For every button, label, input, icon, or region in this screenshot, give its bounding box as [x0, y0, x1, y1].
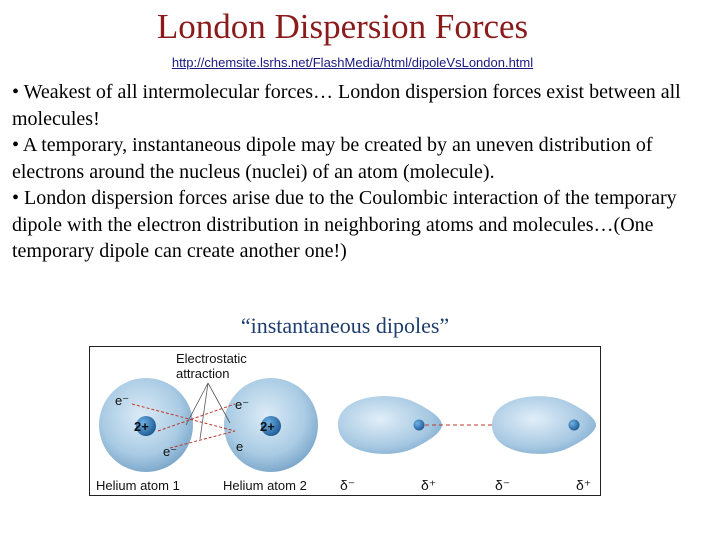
- attraction-label-line2: attraction: [176, 366, 230, 381]
- helium-atom-2-electron-bottom: e: [236, 439, 244, 454]
- dipole-diagram: [90, 347, 602, 497]
- dipole-figure: [89, 346, 601, 496]
- attraction-label-line1: Electrostatic: [176, 351, 247, 366]
- dipole-molecule-2-nucleus: [569, 420, 580, 431]
- helium-atom-1-electron-bottom: e⁻: [163, 444, 178, 459]
- slide-title: London Dispersion Forces: [156, 7, 529, 46]
- bullet-temporary-dipole: • A temporary, instantaneous dipole may be created by an uneven distribution of electrons around the nucleus (nuclei) of an atom (molecule).: [12, 134, 653, 183]
- helium-atom-2-charge: 2+: [260, 419, 275, 434]
- partial-charge-positive-1: δ⁺: [421, 477, 437, 493]
- bullet-list: [12, 79, 718, 265]
- bullet-weakest-forces: • Weakest of all intermolecular forces… London dispersion forces exist between all molecules!: [12, 81, 681, 130]
- helium-atom-1-charge: 2+: [134, 419, 149, 434]
- figure-caption: “instantaneous dipoles”: [240, 313, 450, 338]
- bullet-coulombic-interaction: • London dispersion forces arise due to the Coulombic interaction of the temporary dipole with the electron distribution in neighboring atoms and molecules…(One temporary dipole can create another one!): [12, 187, 677, 262]
- helium-atom-2-electron-top: e⁻: [235, 397, 250, 412]
- dipole-molecule-1-nucleus: [414, 420, 425, 431]
- helium-atom-2-label: Helium atom 2: [223, 478, 307, 493]
- helium-atom-1-label: Helium atom 1: [96, 478, 180, 493]
- dipole-molecule-2: [492, 396, 596, 454]
- source-link[interactable]: http://chemsite.lsrhs.net/FlashMedia/html/dipoleVsLondon.html: [171, 55, 534, 70]
- partial-charge-positive-2: δ⁺: [576, 477, 592, 493]
- partial-charge-negative-1: δ⁻: [340, 477, 356, 493]
- helium-atom-1-electron-top: e⁻: [115, 393, 130, 408]
- partial-charge-negative-2: δ⁻: [495, 477, 511, 493]
